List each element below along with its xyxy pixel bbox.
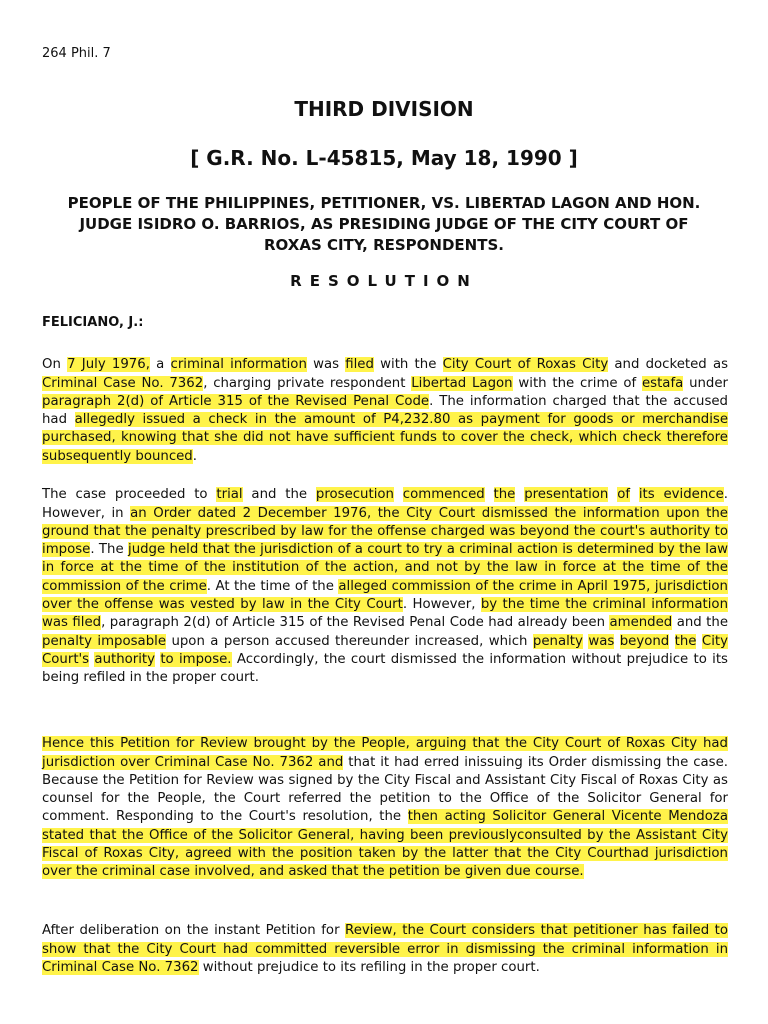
highlighted-text: of (617, 487, 631, 503)
case-parties: PEOPLE OF THE PHILIPPINES, PETITIONER, VS. LIBERTAD LAGON AND HON. JUDGE ISIDRO O. BARRIOS, AS PRESIDING JUDGE OF THE CITY COURT OF ROXAS CITY, RESPONDENTS. (67, 194, 701, 254)
case-number-heading: [ G.R. No. L-45815, May 18, 1990 ] (190, 146, 578, 170)
body-text: under (683, 375, 729, 391)
body-text (630, 487, 639, 502)
division-heading: THIRD DIVISION (294, 97, 474, 121)
highlighted-text: an Order dated 2 December 1976, the City Court dismissed the information upon the ground that the penalty prescribed by law for the offense charged was beyond the court's authority to impose (42, 505, 728, 558)
highlighted-text: City Court of Roxas City (442, 357, 609, 373)
body-text: On (42, 357, 68, 373)
body-text (394, 487, 403, 502)
paragraph-1 (42, 356, 728, 466)
highlighted-text: allegedly issued a check in the amount of P4,232.80 as payment for goods or merchandise purchased, knowing that she did not have sufficient funds to cover the check, which check therefore subsequently bounced (42, 412, 729, 464)
highlighted-text: to impose. (160, 651, 232, 667)
highlighted-text: by the time the criminal information was filed (42, 597, 728, 631)
highlighted-text: was (588, 633, 615, 649)
highlighted-text: Libertad Lagon (411, 375, 513, 391)
body-text: After deliberation on the instant Petition for (42, 923, 346, 939)
highlighted-text: judge held that the jurisdiction of a court to try a criminal action is determined by the law in force at the time of the institution of the action, and not by the law in force at the time of the commission of the crime (42, 542, 728, 594)
body-text (614, 634, 619, 649)
body-text: . The (90, 542, 128, 558)
body-text (669, 634, 674, 649)
body-text: , charging private respondent (203, 375, 412, 391)
highlighted-text: paragraph 2(d) of Article 315 of the Revised Penal Code (42, 393, 430, 409)
body-text: and the (672, 615, 728, 631)
highlighted-text: alleged commission of the crime in April 1975, jurisdiction over the offense was vested by law in the City Court (42, 578, 728, 613)
body-text: and docketed as (608, 357, 729, 373)
highlighted-text: estafa (641, 375, 684, 391)
highlighted-text: penalty imposable (42, 633, 167, 649)
body-text: that it had erred inissuing its Order dismissing the case. Because the Petition for Review was signed by the City Fiscal and Assistant City Fiscal of Roxas City as counsel for the People, the Court referred the petition to the Office of the Solicitor General for comment. Responding to the Court's resolution, the (42, 754, 728, 825)
highlighted-text: beyond (619, 633, 670, 649)
body-text: without prejudice to its refiling in the proper court. (198, 959, 540, 975)
body-text: , paragraph 2(d) of Article 315 of the Revised Penal Code had already been (101, 615, 610, 631)
body-text (608, 487, 617, 502)
highlighted-text: presentation (524, 487, 609, 503)
paragraph-4 (42, 922, 728, 977)
body-text: with the (373, 357, 443, 373)
highlighted-text: filed (345, 357, 374, 373)
body-text: . The information charged that the accused had (42, 393, 729, 428)
highlighted-text: commenced (402, 487, 485, 503)
body-text: upon a person accused thereunder increased, which (166, 633, 533, 649)
body-text: with the crime of (512, 375, 642, 391)
highlighted-text: penalty (532, 633, 583, 649)
body-text: . At the time of the (206, 578, 339, 594)
paragraph-3 (42, 735, 728, 881)
body-text: a (149, 357, 171, 373)
highlighted-text: Review, the Court considers that petitioner has failed to show that the City Court had committed reversible error in dismissing the criminal information in Criminal Case No. 7362 (42, 923, 728, 975)
body-text: . However, (402, 597, 481, 613)
body-text: . However, in (42, 487, 729, 521)
body-text: . (192, 448, 197, 464)
highlighted-text: Criminal Case No. 7362 (42, 375, 204, 391)
highlighted-text: the (493, 487, 516, 503)
highlighted-text: Hence this Petition for Review brought by the People, arguing that the City Court of Roxas City had jurisdiction over Criminal Case No. 7362 and (42, 736, 728, 770)
highlighted-text: authority (94, 651, 156, 667)
highlighted-text: trial (216, 487, 243, 503)
highlighted-text: amended (609, 615, 673, 631)
highlighted-text: the (674, 633, 697, 649)
body-text (515, 487, 524, 502)
phil-citation: 264 Phil. 7 (42, 46, 111, 61)
ponente-name: FELICIANO, J.: (42, 315, 144, 330)
highlighted-text: prosecution (315, 487, 394, 503)
highlighted-text: City Court's (42, 633, 728, 667)
highlighted-text: then acting Solicitor General Vicente Mendoza stated that the Office of the Solicitor General, having been previouslyconsulted by the Assistant City Fiscal of Roxas City, agreed with the position taken by the latter that the City Courthad jurisdiction over the criminal case involved, and asked that the petition be given due course. (42, 809, 728, 880)
resolution-heading: RESOLUTION (290, 272, 478, 290)
body-text: Accordingly, the court dismissed the information without prejudice to its being refiled in the proper court. (42, 651, 728, 686)
body-text (485, 487, 494, 502)
body-text: was (306, 357, 346, 373)
body-text: The case proceeded to (42, 487, 217, 503)
highlighted-text: criminal information (170, 357, 307, 373)
body-text: and the (242, 487, 316, 503)
highlighted-text: 7 July 1976, (67, 357, 150, 373)
highlighted-text: its evidence (638, 487, 724, 503)
paragraph-2 (42, 486, 728, 687)
